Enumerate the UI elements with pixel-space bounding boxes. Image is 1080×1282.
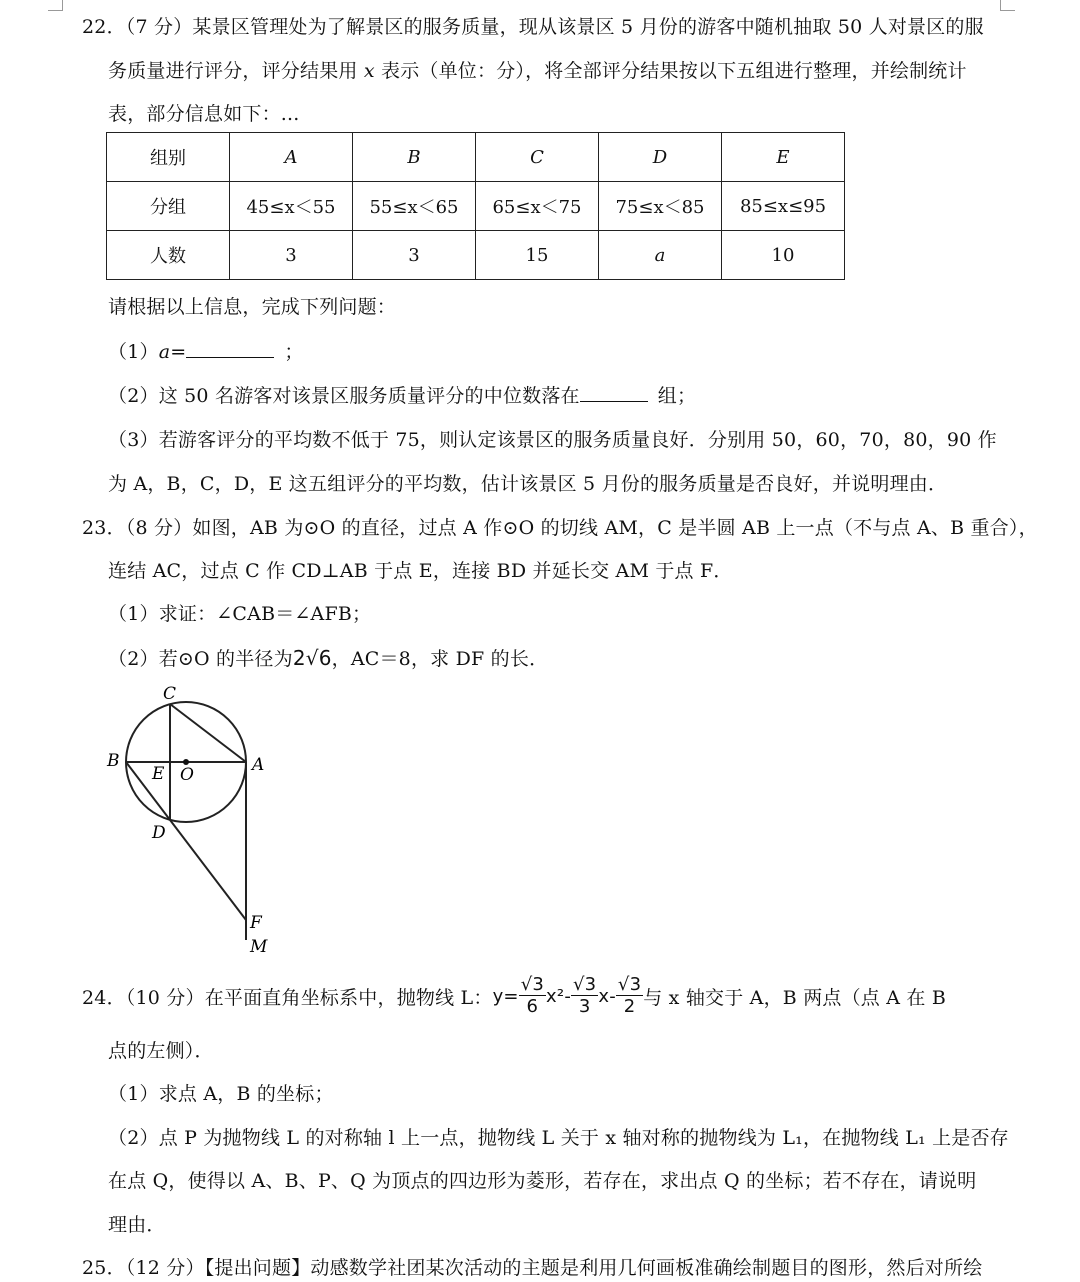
q22-part1	[108, 337, 304, 364]
q23-line1: 23．（8 分）如图，AB 为⊙O 的直径，过点 A 作⊙O 的切线 AM，C 是半圆 AB 上一点（不与点 A、B 重合），	[82, 517, 1038, 539]
q23-part2	[108, 644, 548, 671]
table-cell: B	[353, 133, 476, 182]
q22-line1: 22．（7 分）某景区管理处为了解景区的服务质量，现从该景区 5 月份的游客中随机抽取 50 人对景区的服	[82, 16, 984, 38]
q24-part2-line2: 在点 Q，使得以 A、B、P、Q 为顶点的四边形为菱形，若存在，求出点 Q 的坐标；若不存在，请说明	[108, 1170, 977, 1192]
table-cell: D	[599, 133, 722, 182]
answer-blank-median[interactable]	[580, 383, 648, 402]
table-cell: 分组	[107, 182, 230, 231]
q22-part1-label: （1）	[108, 341, 159, 363]
table-row	[107, 231, 845, 280]
table-cell: 55≤x＜65	[353, 182, 476, 231]
score-table	[106, 132, 845, 280]
q24-line1	[82, 968, 946, 1024]
label-e: E	[152, 764, 165, 784]
q22-part3-line2: 为 A，B，C，D，E 这五组评分的平均数，估计该景区 5 月份的服务质量是否良好，并说明理由．	[108, 473, 948, 495]
q22-semicolon: ；	[284, 341, 304, 363]
table-cell: 85≤x≤95	[722, 182, 845, 231]
q23-part1: （1）求证：∠CAB＝∠AFB；	[108, 603, 372, 625]
fraction-2-den: 3	[578, 995, 591, 1017]
q22-part2-text: （2）这 50 名游客对该景区服务质量评分的中位数落在	[108, 385, 580, 407]
fraction-3	[616, 975, 643, 1018]
q24-intro-end: 与 x 轴交于 A，B 两点（点 A 在 B	[643, 986, 946, 1009]
label-a: A	[252, 755, 265, 775]
eq-minus-1: -	[564, 985, 572, 1007]
q22-equals: =	[170, 341, 187, 363]
radius-value: 2√6	[292, 646, 332, 670]
table-cell: E	[722, 133, 845, 182]
q22-part2-end: 组；	[657, 385, 697, 407]
table-cell: 3	[353, 231, 476, 280]
corner-mark-right	[1000, 0, 1015, 11]
table-cell: 65≤x＜75	[476, 182, 599, 231]
q22-var-a: a	[158, 341, 171, 363]
fraction-1-den: 6	[526, 995, 539, 1017]
table-cell: 人数	[107, 231, 230, 280]
table-cell: 15	[476, 231, 599, 280]
label-f: F	[250, 913, 262, 933]
q24-line2: 点的左侧）．	[108, 1040, 214, 1062]
fraction-3-num: √3	[617, 973, 642, 995]
eq-minus-2: -	[609, 985, 616, 1007]
q24-intro: 24．（10 分）在平面直角坐标系中，抛物线 L：	[82, 986, 493, 1009]
q22-intro: 请根据以上信息，完成下列问题：	[108, 296, 397, 318]
q23-line2: 连结 AC，过点 C 作 CD⊥AB 于点 E，连接 BD 并延长交 AM 于点 F．	[108, 560, 733, 582]
table-cell: C	[476, 133, 599, 182]
circle-geometry-figure	[100, 680, 290, 960]
q23-part2-a: （2）若⊙O 的半径为	[108, 648, 293, 670]
table-cell: 3	[230, 231, 353, 280]
label-m: M	[250, 937, 268, 957]
table-cell: 75≤x＜85	[599, 182, 722, 231]
q22-line2	[108, 56, 967, 83]
q24-part2-line1: （2）点 P 为抛物线 L 的对称轴 l 上一点，抛物线 L 关于 x 轴对称的抛物线为 L₁，在抛物线 L₁ 上是否存	[108, 1127, 1009, 1149]
q22-part3-line1: （3）若游客评分的平均数不低于 75，则认定该景区的服务质量良好．分别用 50，60，70，80，90 作	[108, 429, 997, 451]
table-row	[107, 182, 845, 231]
fraction-2	[571, 975, 598, 1018]
table-cell: A	[230, 133, 353, 182]
q23-part2-b: ，AC＝8，求 DF 的长．	[331, 648, 549, 670]
label-d: D	[152, 823, 166, 843]
q22-line2-b: 表示（单位：分），将全部评分结果按以下五组进行整理，并绘制统计	[374, 60, 967, 82]
segment-ca	[170, 704, 246, 762]
table-cell: 组别	[107, 133, 230, 182]
segment-bf	[126, 762, 246, 920]
table-cell: a	[599, 231, 722, 280]
label-o: O	[180, 765, 194, 785]
eq-x-squared: x²	[546, 985, 565, 1007]
eq-x: x	[598, 985, 610, 1007]
q22-line2-a: 务质量进行评分，评分结果用	[108, 60, 364, 82]
eq-y: y=	[492, 985, 519, 1007]
q24-part2-line3: 理由．	[108, 1214, 166, 1236]
q25-line1: 25．（12 分）【提出问题】动感数学社团某次活动的主题是利用几何画板准确绘制题目的图形，然后对所绘	[82, 1257, 983, 1279]
q24-part1: （1）求点 A，B 的坐标；	[108, 1083, 334, 1105]
q22-var-x: x	[363, 60, 375, 82]
label-b: B	[107, 751, 120, 771]
fraction-1-num: √3	[520, 973, 545, 995]
fraction-3-den: 2	[623, 995, 636, 1017]
corner-mark-left	[48, 0, 63, 11]
label-c: C	[163, 684, 177, 704]
fraction-1	[519, 975, 546, 1018]
table-cell: 45≤x＜55	[230, 182, 353, 231]
q22-line3: 表，部分信息如下：...	[108, 103, 300, 125]
q22-part2	[108, 381, 696, 408]
table-cell: 10	[722, 231, 845, 280]
fraction-2-num: √3	[573, 973, 597, 995]
answer-blank-a[interactable]	[186, 339, 274, 358]
table-row	[107, 133, 845, 182]
